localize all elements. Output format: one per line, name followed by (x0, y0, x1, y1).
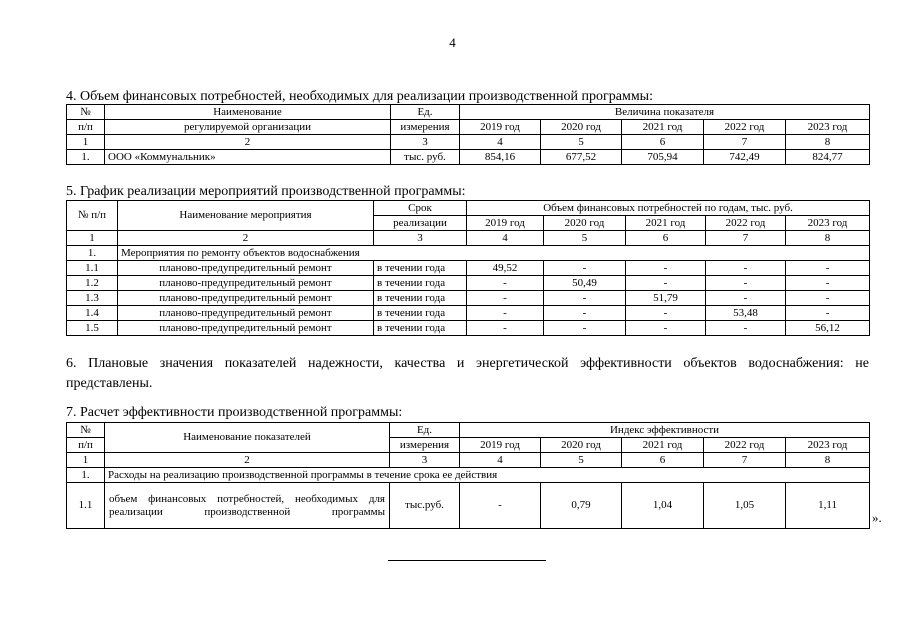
index-cell: 5 (541, 453, 622, 468)
organization-name: ООО «Коммунальник» (105, 150, 391, 165)
year-header: 2019 год (460, 438, 541, 453)
indicator-name: объем финансовых потребностей, необходимых для реализации производственной программы (105, 483, 390, 529)
index-cell: 7 (706, 231, 786, 246)
value-cell: - (706, 261, 786, 276)
row-number: 1.1 (67, 483, 105, 529)
value-cell: - (626, 261, 706, 276)
value-cell: 53,48 (706, 306, 786, 321)
value-cell: - (544, 306, 626, 321)
group-row (67, 246, 870, 261)
column-index-row (67, 453, 870, 468)
header-cell: регулируемой организации (105, 120, 391, 135)
table-row (67, 276, 870, 291)
value-cell: 824,77 (786, 150, 870, 165)
value-cell: - (786, 261, 870, 276)
index-cell: 1 (67, 231, 118, 246)
row-number: 1. (67, 150, 105, 165)
value-cell: 742,49 (704, 150, 786, 165)
footer-divider (388, 560, 546, 561)
value-cell: 50,49 (544, 276, 626, 291)
index-cell: 4 (460, 135, 541, 150)
value-cell: - (786, 276, 870, 291)
year-header: 2021 год (622, 120, 704, 135)
value-cell: 1,05 (704, 483, 786, 529)
year-header: 2020 год (541, 120, 622, 135)
header-cell: № (67, 423, 105, 438)
year-header: 2023 год (786, 216, 870, 231)
header-cell: п/п (67, 120, 105, 135)
value-cell: - (626, 321, 706, 336)
column-index-row (67, 135, 870, 150)
value-cell: 1,11 (786, 483, 870, 529)
unit-cell: тыс. руб. (391, 150, 460, 165)
row-number: 1.4 (67, 306, 118, 321)
header-cell: № п/п (67, 201, 118, 231)
financial-needs-table (66, 104, 870, 165)
header-cell: измерения (390, 438, 460, 453)
table-row (67, 483, 870, 529)
index-cell: 6 (626, 231, 706, 246)
table-header-row (67, 423, 870, 438)
activity-name: планово-предупредительный ремонт (118, 321, 374, 336)
value-cell: - (544, 261, 626, 276)
index-cell: 8 (786, 135, 870, 150)
index-cell: 3 (390, 453, 460, 468)
table-row (67, 261, 870, 276)
index-cell: 8 (786, 453, 870, 468)
value-cell: - (467, 291, 544, 306)
year-header: 2019 год (467, 216, 544, 231)
index-cell: 6 (622, 453, 704, 468)
year-header: 2023 год (786, 438, 870, 453)
year-header: 2022 год (704, 120, 786, 135)
row-number: 1.2 (67, 276, 118, 291)
row-number: 1.5 (67, 321, 118, 336)
value-cell: - (467, 276, 544, 291)
table-header-row (67, 105, 870, 120)
header-cell: измерения (391, 120, 460, 135)
value-cell: 854,16 (460, 150, 541, 165)
value-cell: - (467, 306, 544, 321)
year-header: 2022 год (706, 216, 786, 231)
value-cell: - (626, 306, 706, 321)
header-cell: Наименование мероприятия (118, 201, 374, 231)
term-cell: в течении года (374, 261, 467, 276)
index-cell: 1 (67, 135, 105, 150)
activity-name: планово-предупредительный ремонт (118, 261, 374, 276)
term-cell: в течении года (374, 306, 467, 321)
term-cell: в течении года (374, 291, 467, 306)
activity-name: планово-предупредительный ремонт (118, 306, 374, 321)
value-cell: - (706, 291, 786, 306)
header-cell: Ед. (390, 423, 460, 438)
index-cell: 6 (622, 135, 704, 150)
index-cell: 5 (541, 135, 622, 150)
header-cell: Наименование (105, 105, 391, 120)
index-cell: 5 (544, 231, 626, 246)
term-cell: в течении года (374, 321, 467, 336)
header-cell: п/п (67, 438, 105, 453)
year-header: 2023 год (786, 120, 870, 135)
table-row (67, 321, 870, 336)
table-header-row (67, 201, 870, 216)
value-cell: 1,04 (622, 483, 704, 529)
value-cell: 51,79 (626, 291, 706, 306)
row-number: 1. (67, 246, 118, 261)
index-cell: 2 (105, 135, 391, 150)
unit-cell: тыс.руб. (390, 483, 460, 529)
header-cell: Ед. (391, 105, 460, 120)
activity-name: планово-предупредительный ремонт (118, 276, 374, 291)
index-cell: 7 (704, 135, 786, 150)
value-cell: - (467, 321, 544, 336)
value-cell: - (460, 483, 541, 529)
row-number: 1.1 (67, 261, 118, 276)
index-cell: 4 (467, 231, 544, 246)
index-cell: 3 (391, 135, 460, 150)
section-6-text: 6. Плановые значения показателей надежности, качества и энергетической эффективности объектов водоснабжения: не представлены. (66, 356, 869, 391)
header-cell: № (67, 105, 105, 120)
index-cell: 8 (786, 231, 870, 246)
header-cell: Величина показателя (460, 105, 870, 120)
term-cell: в течении года (374, 276, 467, 291)
table-header-row (67, 120, 870, 135)
header-cell: реализации (374, 216, 467, 231)
year-header: 2020 год (541, 438, 622, 453)
value-cell: 705,94 (622, 150, 704, 165)
section-7-title: 7. Расчет эффективности производственной программы: (66, 405, 403, 420)
value-cell: 49,52 (467, 261, 544, 276)
value-cell: - (786, 306, 870, 321)
index-cell: 2 (105, 453, 390, 468)
page-number: 4 (449, 35, 456, 50)
row-number: 1. (67, 468, 105, 483)
group-title: Мероприятия по ремонту объектов водоснабжения (118, 246, 870, 261)
header-cell: Наименование показателей (105, 423, 390, 453)
closing-quote: ». (872, 510, 882, 525)
table-row (67, 150, 870, 165)
column-index-row (67, 231, 870, 246)
group-row (67, 468, 870, 483)
group-title: Расходы на реализацию производственной программы в течение срока ее действия (105, 468, 870, 483)
year-header: 2021 год (626, 216, 706, 231)
year-header: 2020 год (544, 216, 626, 231)
schedule-table (66, 200, 870, 336)
row-number: 1.3 (67, 291, 118, 306)
year-header: 2021 год (622, 438, 704, 453)
value-cell: - (544, 321, 626, 336)
year-header: 2019 год (460, 120, 541, 135)
value-cell: - (786, 291, 870, 306)
value-cell: - (544, 291, 626, 306)
table-row (67, 306, 870, 321)
efficiency-table (66, 422, 870, 529)
value-cell: 56,12 (786, 321, 870, 336)
activity-name: планово-предупредительный ремонт (118, 291, 374, 306)
section-5-title: 5. График реализации мероприятий производственной программы: (66, 184, 466, 199)
header-cell: Индекс эффективности (460, 423, 870, 438)
index-cell: 4 (460, 453, 541, 468)
section-4-title: 4. Объем финансовых потребностей, необходимых для реализации производственной программы: (66, 89, 653, 104)
index-cell: 2 (118, 231, 374, 246)
header-cell: Объем финансовых потребностей по годам, тыс. руб. (467, 201, 870, 216)
index-cell: 3 (374, 231, 467, 246)
value-cell: - (626, 276, 706, 291)
value-cell: 677,52 (541, 150, 622, 165)
table-row (67, 291, 870, 306)
value-cell: 0,79 (541, 483, 622, 529)
year-header: 2022 год (704, 438, 786, 453)
index-cell: 1 (67, 453, 105, 468)
value-cell: - (706, 276, 786, 291)
value-cell: - (706, 321, 786, 336)
header-cell: Срок (374, 201, 467, 216)
index-cell: 7 (704, 453, 786, 468)
